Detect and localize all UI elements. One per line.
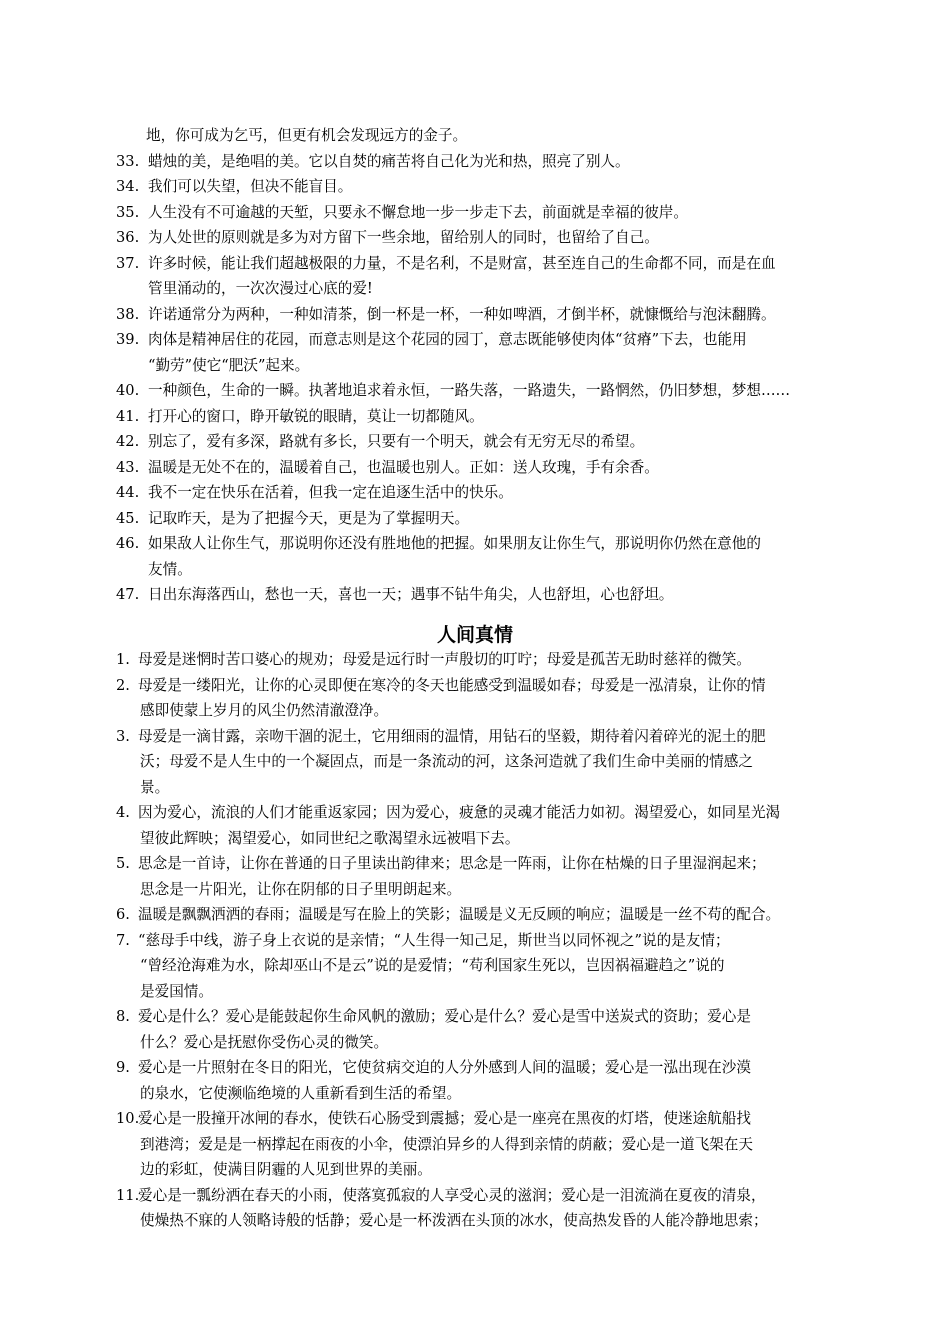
item-first-line [116, 928, 854, 954]
list-item [116, 174, 854, 200]
item-continuation-line [116, 953, 854, 979]
list-item [116, 200, 854, 226]
item-number: 6. [116, 906, 130, 923]
item-number: 34. [116, 178, 140, 195]
item-first-line [116, 531, 854, 557]
list-item [116, 429, 854, 455]
item-number: 33. [116, 152, 140, 170]
item-text: 温暖是飘飘洒洒的春雨；温暖是写在脸上的笑影；温暖是义无反顾的响应；温暖是一丝不苟的配合。 [138, 906, 781, 923]
item-continuation-line [116, 1132, 854, 1158]
item-text: 管里涌动的，一次次漫过心底的爱! [148, 280, 373, 297]
item-number: 41. [116, 407, 140, 425]
item-text: 肉体是精神居住的花园，而意志则是这个花园的园丁，意志既能够使肉体“贫瘠”下去，也能用 [148, 331, 747, 348]
item-number: 5. [116, 855, 130, 872]
item-number: 8. [116, 1008, 130, 1025]
quote-list-2 [116, 647, 854, 1234]
list-item [116, 673, 854, 724]
item-number: 4. [116, 804, 130, 821]
item-first-line [116, 673, 854, 699]
item-text: “曾经沧海难为水，除却巫山不是云”说的是爱情；“苟利国家生死以，岂因祸福避趋之”说的 [140, 957, 725, 974]
item-continuation-line [116, 1208, 854, 1234]
item-text: 母爱是一滴甘露，亲吻干涸的泥土，它用细雨的温情，用钻石的坚毅，期待着闪着碎光的泥土的肥 [138, 727, 766, 745]
item-first-line [116, 724, 854, 750]
list-item [116, 149, 854, 175]
item-first-line [116, 582, 854, 608]
item-text: “勤劳”使它“肥沃”起来。 [148, 356, 310, 374]
list-item [116, 225, 854, 251]
item-number: 43. [116, 458, 140, 476]
item-text: 望彼此辉映；渴望爱心，如同世纪之歌渴望永远被唱下去。 [140, 829, 520, 847]
item-number: 44. [116, 484, 140, 501]
item-text: 一种颜色，生命的一瞬。执著地追求着永恒，一路失落，一路遗失，一路惘然，仍旧梦想，梦想…… [148, 382, 791, 399]
item-number: 46. [116, 535, 140, 552]
item-first-line [116, 480, 854, 506]
item-text: 感即使蒙上岁月的风尘仍然清澈澄净。 [140, 702, 389, 719]
list-item [116, 404, 854, 430]
item-text: 是爱国情。 [140, 982, 213, 1000]
item-continuation-line [116, 775, 854, 801]
item-first-line [116, 506, 854, 532]
item-number: 10. [116, 1110, 140, 1127]
item-number: 36. [116, 229, 140, 246]
item-text: 蜡烛的美，是绝唱的美。它以自焚的痛苦将自己化为光和热，照亮了别人。 [148, 152, 630, 170]
item-text: 到港湾；爱是是一柄撑起在雨夜的小伞，使漂泊异乡的人得到亲情的荫蔽；爱心是一道飞架在天 [140, 1135, 753, 1153]
item-text: 思念是一片阳光，让你在阴郁的日子里明朗起来。 [140, 880, 462, 898]
item-first-line [116, 251, 854, 277]
item-first-line [116, 647, 854, 673]
item-number: 3. [116, 727, 130, 745]
item-continuation-line [116, 1157, 854, 1183]
item-first-line [116, 200, 854, 226]
item-continuation-line [116, 557, 854, 583]
item-first-line [116, 149, 854, 175]
item-text: “慈母手中线，游子身上衣说的是亲情；“人生得一知己足，斯世当以同怀视之”说的是友情； [138, 931, 730, 949]
item-text: 使燥热不寐的人领略诗般的恬静；爱心是一杯泼洒在头顶的冰水，使高热发昏的人能冷静地思索； [140, 1212, 768, 1229]
item-continuation-line [116, 1081, 854, 1107]
list-item [116, 251, 854, 302]
item-number: 38. [116, 305, 140, 323]
item-number: 37. [116, 254, 140, 272]
item-text: 思念是一首诗，让你在普通的日子里读出韵律来；思念是一阵雨，让你在枯燥的日子里湿润起来； [138, 855, 766, 872]
item-first-line [116, 225, 854, 251]
item-text: 我们可以失望，但决不能盲目。 [148, 178, 353, 195]
item-text: 人生没有不可逾越的天堑，只要永不懈怠地一步一步走下去，前面就是幸福的彼岸。 [148, 203, 688, 221]
item-first-line [116, 429, 854, 455]
item-first-line [116, 455, 854, 481]
item-text: 爱心是一片照射在冬日的阳光，它使贫病交迫的人分外感到人间的温暖；爱心是一泓出现在沙漠 [138, 1059, 751, 1076]
item-text: 记取昨天，是为了把握今天，更是为了掌握明天。 [148, 509, 470, 527]
item-text: 温暖是无处不在的，温暖着自己，也温暖也别人。正如：送人玫瑰，手有余香。 [148, 458, 659, 476]
list-item [116, 302, 854, 328]
item-text: 母爱是迷惘时苦口婆心的规劝；母爱是远行时一声殷切的叮咛；母爱是孤苦无助时慈祥的微笑。 [138, 651, 751, 668]
quote-list-1 [116, 123, 854, 608]
item-number: 45. [116, 509, 140, 527]
item-text: 母爱是一缕阳光，让你的心灵即便在寒冷的冬天也能感受到温暖如春；母爱是一泓清泉，让你的情 [138, 676, 766, 694]
list-item [116, 724, 854, 801]
item-continuation-line [116, 877, 854, 903]
item-first-line [116, 174, 854, 200]
item-continuation-line [116, 276, 854, 302]
item-first-line [116, 1004, 854, 1030]
list-item [116, 327, 854, 378]
list-item [116, 480, 854, 506]
item-text: 的泉水，它使濒临绝境的人重新看到生活的希望。 [140, 1084, 462, 1102]
item-number: 2. [116, 676, 130, 694]
item-continuation-line [116, 979, 854, 1005]
item-number: 39. [116, 331, 140, 348]
list-item [116, 1183, 854, 1234]
list-item [116, 851, 854, 902]
item-text: 爱心是一瓢纷洒在春天的小雨，使落寞孤寂的人享受心灵的滋润；爱心是一泪流淌在夏夜的清泉， [138, 1186, 766, 1204]
item-number: 11. [116, 1186, 140, 1204]
item-text: 边的彩虹，使满目阴霾的人见到世界的美丽。 [140, 1161, 432, 1178]
list-item [116, 455, 854, 481]
item-text: 什么？爱心是抚慰你受伤心灵的微笑。 [140, 1033, 389, 1051]
item-continuation-line [116, 1030, 854, 1056]
item-number: 40. [116, 382, 140, 399]
section-title: 人间真情 [436, 624, 513, 646]
item-continuation-line [116, 826, 854, 852]
list-item [116, 506, 854, 532]
item-first-line [116, 800, 854, 826]
item-first-line [116, 327, 854, 353]
item-number: 42. [116, 433, 140, 450]
item-continuation-line [116, 698, 854, 724]
item-text: 爱心是一股撞开冰闸的春水，使铁石心肠受到震撼；爱心是一座亮在黑夜的灯塔，使迷途航船找 [138, 1110, 751, 1127]
item-number: 47. [116, 586, 140, 603]
item-text: 景。 [140, 778, 170, 796]
item-text: 我不一定在快乐在活着，但我一定在追逐生活中的快乐。 [148, 484, 513, 501]
item-text: 打开心的窗口，睁开敏锐的眼睛，莫让一切都随风。 [148, 407, 484, 425]
item-text: 许诺通常分为两种，一种如清茶，倒一杯是一杯，一种如啤酒，才倒半杯，就慷慨给与泡沫翻腾。 [148, 305, 776, 323]
item-first-line [116, 902, 854, 928]
item-number: 1. [116, 651, 130, 668]
list-item [116, 800, 854, 851]
item-continuation-line [116, 749, 854, 775]
item-text: 许多时候，能让我们超越极限的力量，不是名利，不是财富，甚至连自己的生命都不同，而是在血 [148, 254, 776, 272]
list-item [116, 647, 854, 673]
item-text: 为人处世的原则就是多为对方留下一些余地，留给别人的同时，也留给了自己。 [148, 229, 659, 246]
item-text: 沃；母爱不是人生中的一个凝固点，而是一条流动的河，这条河造就了我们生命中美丽的情感之 [140, 753, 753, 770]
item-first-line [116, 1106, 854, 1132]
item-first-line [116, 1183, 854, 1209]
list-item [116, 1004, 854, 1055]
item-number: 9. [116, 1059, 130, 1076]
item-number: 7. [116, 931, 130, 949]
item-text: 如果敌人让你生气，那说明你还没有胜地他的把握。如果朋友让你生气，那说明你仍然在意他的 [148, 535, 761, 552]
list-item [116, 1106, 854, 1183]
list-item [116, 928, 854, 1005]
item-text: 日出东海落西山，愁也一天，喜也一天；遇事不钻牛角尖，人也舒坦，心也舒坦。 [148, 586, 674, 603]
list-item [116, 378, 854, 404]
item-first-line [116, 404, 854, 430]
list-item [116, 531, 854, 582]
list-item [116, 902, 854, 928]
list-item [116, 1055, 854, 1106]
item-first-line [116, 1055, 854, 1081]
item-first-line [116, 378, 854, 404]
list-item [116, 582, 854, 608]
item-text: 友情。 [148, 560, 192, 578]
item-first-line [116, 302, 854, 328]
item-text: 爱心是什么？爱心是能鼓起你生命风帆的激励；爱心是什么？爱心是雪中送炭式的资助；爱心是 [138, 1008, 751, 1025]
list-item-continuation [116, 123, 854, 149]
item-continuation-line [116, 353, 854, 379]
item-text: 别忘了，爱有多深，路就有多长，只要有一个明天，就会有无穷无尽的希望。 [148, 433, 645, 450]
item-text: 地，你可成为乞丐，但更有机会发现远方的金子。 [146, 127, 468, 144]
item-number: 35. [116, 203, 140, 221]
item-text: 因为爱心，流浪的人们才能重返家园；因为爱心，疲惫的灵魂才能活力如初。渴望爱心，如同星光渴 [138, 804, 781, 821]
item-first-line [116, 851, 854, 877]
